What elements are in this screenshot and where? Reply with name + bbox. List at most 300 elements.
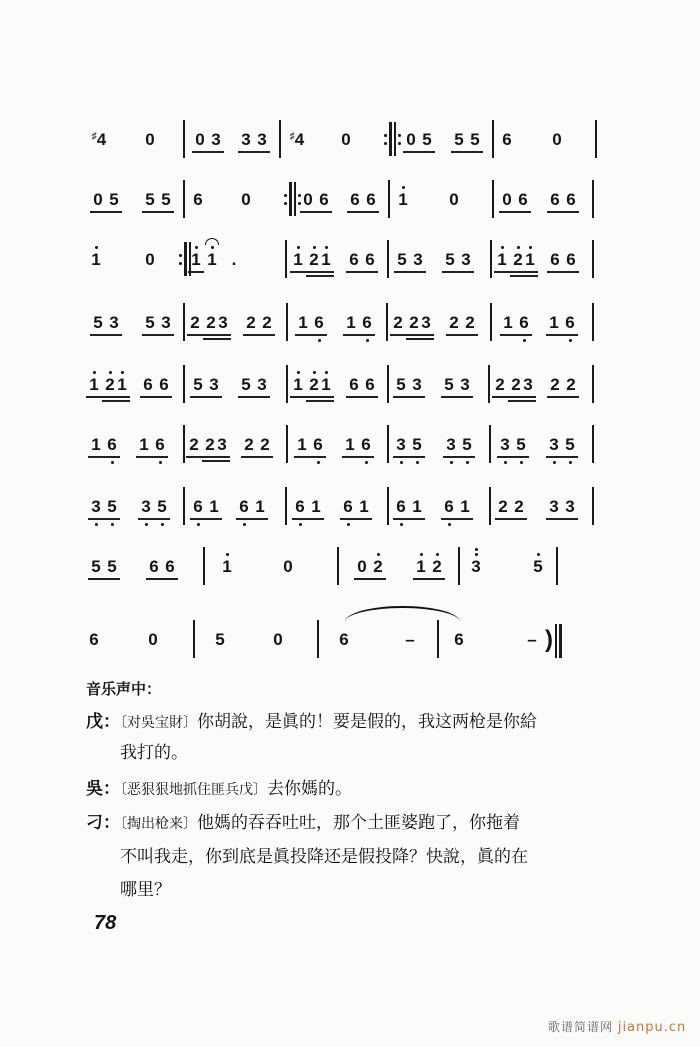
beat-group xyxy=(241,425,273,465)
bar-line xyxy=(286,425,288,463)
beat-group xyxy=(497,425,529,465)
octave-dot-below xyxy=(569,339,572,342)
note: 0 xyxy=(93,190,103,209)
note: 0 xyxy=(145,130,155,149)
beat-group xyxy=(546,303,578,343)
note: 5 xyxy=(91,557,101,576)
beat-group xyxy=(530,547,546,587)
beat-group xyxy=(295,303,327,343)
underline-beam xyxy=(186,456,230,458)
bar-line xyxy=(183,303,185,341)
bar-line xyxy=(285,240,287,278)
bar-line xyxy=(458,547,460,585)
underline-beam xyxy=(142,334,174,336)
bar-line xyxy=(285,487,287,525)
note: 6 xyxy=(190,497,206,517)
note: 6 xyxy=(566,250,576,269)
note: 5 xyxy=(397,250,407,269)
octave-dot-below xyxy=(161,523,164,526)
underline-beam xyxy=(292,518,324,520)
note: 5 xyxy=(513,435,529,455)
note: 5 xyxy=(241,375,251,394)
underline-beam xyxy=(342,456,374,458)
note: 1 xyxy=(114,375,130,395)
note: 6 xyxy=(311,313,327,333)
underline-beam xyxy=(499,211,531,213)
underline-beam xyxy=(443,456,475,458)
underline-beam xyxy=(290,271,334,273)
underline-beam xyxy=(142,211,174,213)
beat-group xyxy=(524,620,540,660)
beat-group xyxy=(354,547,386,587)
note: 2 xyxy=(262,313,272,332)
beat-group xyxy=(451,620,467,660)
beat-group xyxy=(186,425,230,465)
octave-dot-below xyxy=(243,523,246,526)
note: 6 xyxy=(319,190,329,209)
underline-beam xyxy=(394,271,426,273)
note: 6 xyxy=(516,313,532,333)
note: ♯4 xyxy=(91,130,107,149)
line-text: 哪里？ xyxy=(120,880,171,900)
bar-line xyxy=(387,240,389,278)
octave-dot-above xyxy=(475,553,478,556)
note: 5 xyxy=(161,190,171,209)
beat-group xyxy=(300,180,332,220)
beat-group xyxy=(238,365,270,405)
note: 1 xyxy=(412,497,422,516)
beat-group xyxy=(393,425,425,465)
score-row xyxy=(0,487,700,527)
closing-bracket: ) xyxy=(545,626,553,653)
note: 5 xyxy=(109,190,119,209)
underline-beam xyxy=(497,456,529,458)
octave-dot-below xyxy=(365,461,368,464)
octave-dot-above xyxy=(501,246,504,249)
beat-group xyxy=(90,180,122,220)
score-row xyxy=(0,180,700,220)
note: 3 xyxy=(393,435,409,455)
note: 1 xyxy=(395,190,411,210)
octave-dot-below xyxy=(366,339,369,342)
beat-group xyxy=(500,303,532,343)
note: 6 xyxy=(365,250,375,269)
beat-group xyxy=(390,303,434,343)
beat-group xyxy=(190,365,222,405)
note: 6 xyxy=(152,435,168,455)
underline-beam xyxy=(136,456,168,458)
beat-group xyxy=(188,240,204,280)
beat-group xyxy=(204,240,220,280)
note: 5 xyxy=(154,497,170,517)
octave-dot-below xyxy=(448,523,451,526)
beat-group xyxy=(88,120,110,160)
underline-beam xyxy=(500,334,532,336)
octave-dot-above xyxy=(475,548,478,551)
note: 5 xyxy=(145,190,155,209)
underline-beam xyxy=(190,518,222,520)
note: 2 xyxy=(206,313,216,332)
underline-beam xyxy=(441,518,473,520)
octave-dot-below xyxy=(553,461,556,464)
beat-group xyxy=(446,303,478,343)
note: 3 xyxy=(88,497,104,517)
beat-group xyxy=(340,487,372,527)
underline-beam xyxy=(238,396,270,398)
note: 1 xyxy=(345,435,355,454)
bar-line xyxy=(492,120,494,158)
score-row xyxy=(0,620,700,660)
dialogue-line xyxy=(86,812,520,835)
bar-line xyxy=(387,425,389,463)
beat-group xyxy=(88,487,120,527)
underline-beam xyxy=(390,334,434,336)
note: . xyxy=(231,250,237,269)
note: 6 xyxy=(454,630,464,649)
beat-group xyxy=(468,547,484,587)
beat-group xyxy=(499,120,515,160)
note: ♯4 xyxy=(289,130,305,149)
underline-beam xyxy=(346,396,378,398)
note: 1 xyxy=(88,250,104,270)
bar-line xyxy=(337,547,339,585)
underline-beam xyxy=(343,334,375,336)
octave-dot-above xyxy=(93,371,96,374)
dialogue-line xyxy=(120,742,188,764)
note: 1 xyxy=(290,250,306,270)
note: 6 xyxy=(518,190,528,209)
octave-dot-below xyxy=(145,523,148,526)
bar-line xyxy=(592,365,594,403)
note: 0 xyxy=(273,630,283,649)
octave-dot-above xyxy=(377,553,380,556)
note: 5 xyxy=(145,313,155,332)
octave-dot-above xyxy=(537,553,540,556)
underline-beam xyxy=(547,211,579,213)
note: 1 xyxy=(359,497,369,516)
underline-beam xyxy=(393,518,425,520)
note: 5 xyxy=(107,557,117,576)
line-text: 你胡說，是眞的！要是假的，我这两枪是你給 xyxy=(197,712,537,732)
bar-line xyxy=(488,365,490,403)
underline-beam xyxy=(441,396,473,398)
underline-beam-double xyxy=(102,400,130,402)
beat-group xyxy=(294,425,326,465)
note: 3 xyxy=(468,557,484,577)
beat-group xyxy=(142,180,174,220)
note: 5 xyxy=(444,375,454,394)
beat-group xyxy=(270,620,286,660)
underline-beam-double xyxy=(406,338,434,340)
line-text: 他媽的吞吞吐吐，那个土匪婆跑了，你拖着 xyxy=(197,813,520,833)
octave-dot-above xyxy=(325,371,328,374)
beat-group xyxy=(192,120,224,160)
note: 2 xyxy=(510,250,526,270)
beat-group xyxy=(88,547,120,587)
note: 3 xyxy=(257,375,267,394)
note: 0 xyxy=(341,130,351,149)
note: 2 xyxy=(370,557,386,577)
octave-dot-above xyxy=(313,246,316,249)
bar-line xyxy=(387,365,389,403)
bar-line xyxy=(286,365,288,403)
beat-group xyxy=(336,620,352,660)
note: 6 xyxy=(193,190,203,209)
beat-group xyxy=(243,303,275,343)
octave-dot-below xyxy=(520,461,523,464)
underline-beam xyxy=(442,271,474,273)
beat-group xyxy=(142,120,158,160)
beat-group xyxy=(290,365,334,405)
beat-group xyxy=(212,620,228,660)
underline-beam xyxy=(393,396,425,398)
note: 2 xyxy=(511,375,521,394)
repeat-dot xyxy=(398,134,401,137)
watermark xyxy=(548,1018,686,1035)
beat-group xyxy=(546,425,578,465)
octave-dot-above xyxy=(402,186,405,189)
barline-thick xyxy=(389,122,392,156)
note: 3 xyxy=(109,313,119,332)
beat-group xyxy=(394,240,426,280)
note: 3 xyxy=(161,313,171,332)
beat-group xyxy=(226,240,242,280)
octave-dot-below xyxy=(111,461,114,464)
octave-dot-below xyxy=(416,461,419,464)
stage-direction: 〔对吳宝財〕 xyxy=(120,715,197,731)
bar-line xyxy=(592,425,594,463)
note: 2 xyxy=(550,375,560,394)
note: 5 xyxy=(454,130,464,149)
note: 3 xyxy=(523,375,533,394)
beat-group xyxy=(413,547,445,587)
repeat-dot xyxy=(398,142,401,145)
beat-group xyxy=(145,620,161,660)
beat-group xyxy=(140,365,172,405)
beat-group xyxy=(494,240,538,280)
underline-beam-double xyxy=(203,338,231,340)
underline-beam xyxy=(88,518,120,520)
stage-direction: 〔掏出枪来〕 xyxy=(120,816,197,832)
bar-line xyxy=(386,303,388,341)
underline-beam xyxy=(295,334,327,336)
bar-line xyxy=(279,120,281,158)
note: 2 xyxy=(205,435,215,454)
underline-beam xyxy=(241,456,273,458)
note: 2 xyxy=(495,375,505,394)
beat-group xyxy=(395,180,411,220)
octave-dot-above xyxy=(211,246,214,249)
octave-dot-below xyxy=(523,339,526,342)
note: 2 xyxy=(465,313,475,332)
score-row xyxy=(0,425,700,465)
underline-beam xyxy=(494,271,538,273)
note: 1 xyxy=(494,250,510,270)
octave-dot-above xyxy=(195,246,198,249)
note: 1 xyxy=(91,435,101,454)
bar-line xyxy=(317,620,319,658)
dialogue-line xyxy=(86,778,352,801)
beat-group xyxy=(346,240,378,280)
watermark-cn: 歌谱简谱网 xyxy=(548,1020,614,1034)
bar-line xyxy=(490,240,492,278)
note: 1 xyxy=(413,557,429,577)
octave-dot-below xyxy=(347,523,350,526)
note: 6 xyxy=(441,497,457,517)
bar-line xyxy=(183,120,185,158)
note: 6 xyxy=(149,557,159,576)
note: 3 xyxy=(241,130,251,149)
stage-direction: 〔恶狠狠地抓住匪兵戊〕 xyxy=(120,782,267,798)
score-row xyxy=(0,365,700,405)
bar-line xyxy=(183,425,185,463)
underline-beam xyxy=(446,334,478,336)
octave-dot-below xyxy=(317,461,320,464)
note: 1 xyxy=(290,375,306,395)
note: 0 xyxy=(303,190,313,209)
bar-line xyxy=(592,487,594,525)
note: 6 xyxy=(165,557,175,576)
note: 2 xyxy=(246,313,256,332)
note: 1 xyxy=(522,250,538,270)
beat-group xyxy=(338,120,354,160)
note: 5 xyxy=(470,130,480,149)
underline-beam xyxy=(243,334,275,336)
bar-line xyxy=(387,487,389,525)
beat-group xyxy=(290,240,334,280)
octave-dot-below xyxy=(111,523,114,526)
beat-group xyxy=(492,365,536,405)
line-text: 我打的。 xyxy=(120,743,188,763)
note: 3 xyxy=(546,435,562,455)
note: 1 xyxy=(503,313,513,332)
note: 2 xyxy=(306,375,322,395)
note: 6 xyxy=(550,190,560,209)
note: 6 xyxy=(562,313,578,333)
underline-beam xyxy=(187,334,231,336)
note: 3 xyxy=(412,375,422,394)
note: 6 xyxy=(365,375,375,394)
dialogue-heading: 音乐声中： xyxy=(86,680,162,698)
beat-group xyxy=(146,547,178,587)
beat-group xyxy=(495,487,527,527)
underline-beam xyxy=(90,334,122,336)
beat-group xyxy=(86,365,130,405)
underline-beam xyxy=(140,396,172,398)
note: 6 xyxy=(89,630,99,649)
underline-beam xyxy=(546,334,578,336)
underline-beam-double xyxy=(306,275,334,277)
repeat-dot xyxy=(284,202,287,205)
note: 3 xyxy=(413,250,423,269)
dialogue-line xyxy=(86,711,537,734)
note: 6 xyxy=(349,375,359,394)
note: 6 xyxy=(143,375,153,394)
note: 1 xyxy=(255,497,265,516)
repeat-dot xyxy=(384,142,387,145)
slur-tie xyxy=(345,606,460,622)
octave-dot-above xyxy=(517,246,520,249)
note: 1 xyxy=(139,435,149,454)
note: 1 xyxy=(86,375,102,395)
octave-dot-below xyxy=(466,461,469,464)
note: 0 xyxy=(502,190,512,209)
bar-line xyxy=(183,180,185,218)
repeat-dot xyxy=(179,254,182,257)
dialogue-line xyxy=(120,846,528,868)
underline-beam xyxy=(238,151,270,153)
beat-group xyxy=(343,303,375,343)
note: 3 xyxy=(257,130,267,149)
note: 5 xyxy=(562,435,578,455)
bar-line xyxy=(193,620,195,658)
bar-line xyxy=(592,240,594,278)
note: 3 xyxy=(209,375,219,394)
note: 6 xyxy=(350,190,360,209)
underline-beam xyxy=(88,578,120,580)
note: 1 xyxy=(209,497,219,516)
underline-beam xyxy=(190,396,222,398)
note: 1 xyxy=(297,435,307,454)
note: 2 xyxy=(260,435,270,454)
beat-group xyxy=(393,487,425,527)
note: 3 xyxy=(211,130,221,149)
note: 2 xyxy=(189,435,199,454)
note: 1 xyxy=(298,313,308,332)
underline-beam-double xyxy=(508,400,536,402)
note: 2 xyxy=(306,250,322,270)
note: 6 xyxy=(359,313,375,333)
sharp-sign: ♯ xyxy=(289,131,295,142)
note: 6 xyxy=(159,375,169,394)
speaker-label: 戊： xyxy=(86,712,120,732)
note: 5 xyxy=(93,313,103,332)
note: 0 xyxy=(406,130,416,149)
repeat-dot xyxy=(384,134,387,137)
octave-dot-above xyxy=(226,553,229,556)
beat-group xyxy=(88,425,120,465)
octave-dot-above xyxy=(313,371,316,374)
underline-beam xyxy=(236,518,268,520)
fermata-icon xyxy=(205,238,219,245)
note: 3 xyxy=(443,435,459,455)
note: 2 xyxy=(566,375,576,394)
note: 0 xyxy=(449,190,459,209)
note: 2 xyxy=(514,497,524,516)
note: 1 xyxy=(219,557,235,577)
beat-group xyxy=(443,425,475,465)
speaker-label: 刁： xyxy=(86,813,120,833)
underline-beam-double xyxy=(510,275,538,277)
beat-group xyxy=(441,365,473,405)
beat-group xyxy=(238,180,254,220)
beat-group xyxy=(136,425,168,465)
note: 5 xyxy=(409,435,425,455)
dialogue-line xyxy=(120,879,171,901)
note: 2 xyxy=(429,557,445,577)
octave-dot-above xyxy=(529,246,532,249)
note: – xyxy=(405,630,415,649)
bar-line xyxy=(388,180,390,218)
octave-dot-below xyxy=(400,523,403,526)
bar-line xyxy=(489,425,491,463)
note: 6 xyxy=(393,497,409,517)
underline-beam xyxy=(146,578,178,580)
octave-dot-above xyxy=(436,553,439,556)
note: 1 xyxy=(188,250,204,270)
beat-group xyxy=(403,120,435,160)
beat-group xyxy=(292,487,324,527)
